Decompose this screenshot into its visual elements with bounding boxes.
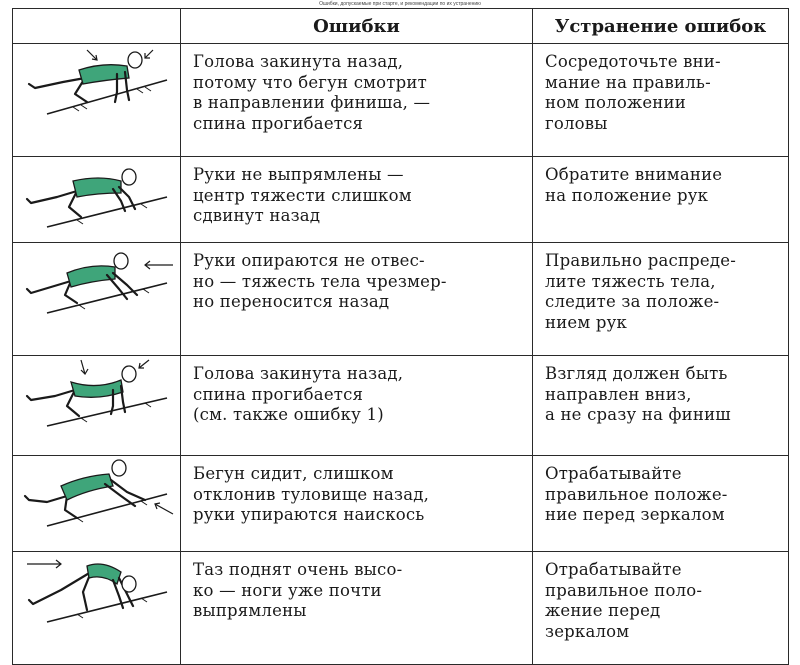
header-image-column (13, 9, 181, 44)
error-description: Голова закинута назад, спина прогибается (см. также ошибку 1) (181, 356, 533, 456)
fix-description: Обратите внимание на положение рук (533, 157, 789, 243)
figure-cell (13, 157, 181, 243)
table-row (13, 456, 789, 552)
runner-hips-high-figure (17, 552, 177, 624)
fix-description: Взгляд должен быть направлен вниз, а не сразу на финиш (533, 356, 789, 456)
table-header-row (13, 9, 789, 44)
table-row (13, 243, 789, 356)
figure-cell (13, 456, 181, 552)
fix-description: Отрабатывайте правильное поло- жение перед зеркалом (533, 552, 789, 665)
error-description: Таз поднят очень высо- ко — ноги уже почти выпрямлены (181, 552, 533, 665)
figure-cell (13, 552, 181, 665)
figure-cell (13, 243, 181, 356)
runner-arms-bent-figure (17, 157, 177, 229)
runner-arms-not-vertical-figure (17, 243, 177, 315)
figure-cell (13, 44, 181, 157)
header-errors: Ошибки (181, 9, 533, 44)
runner-back-arched-figure (17, 356, 177, 428)
table-caption: Ошибки, допускаемые при старте, и рекомендации по их устранению (319, 1, 481, 7)
table-row (13, 356, 789, 456)
figure-cell (13, 356, 181, 456)
runner-head-back-figure (17, 44, 177, 116)
table-row (13, 44, 789, 157)
fix-description: Отрабатывайте правильное положе- ние перед зеркалом (533, 456, 789, 552)
runner-sitting-figure (17, 456, 177, 528)
table-row (13, 552, 789, 665)
fix-description: Правильно распреде- лите тяжесть тела, следите за положе- нием рук (533, 243, 789, 356)
table-row (13, 157, 789, 243)
start-errors-table (12, 8, 789, 665)
error-description: Руки опираются не отвес- но — тяжесть тела чрезмер- но переносится назад (181, 243, 533, 356)
error-description: Голова закинута назад, потому что бегун смотрит в направлении финиша, — спина прогибается (181, 44, 533, 157)
error-description: Бегун сидит, слишком отклонив туловище назад, руки упираются наискось (181, 456, 533, 552)
error-description: Руки не выпрямлены — центр тяжести слишком сдвинут назад (181, 157, 533, 243)
fix-description: Сосредоточьте вни- мание на правиль- ном положении головы (533, 44, 789, 157)
header-fixes: Устранение ошибок (533, 9, 789, 44)
